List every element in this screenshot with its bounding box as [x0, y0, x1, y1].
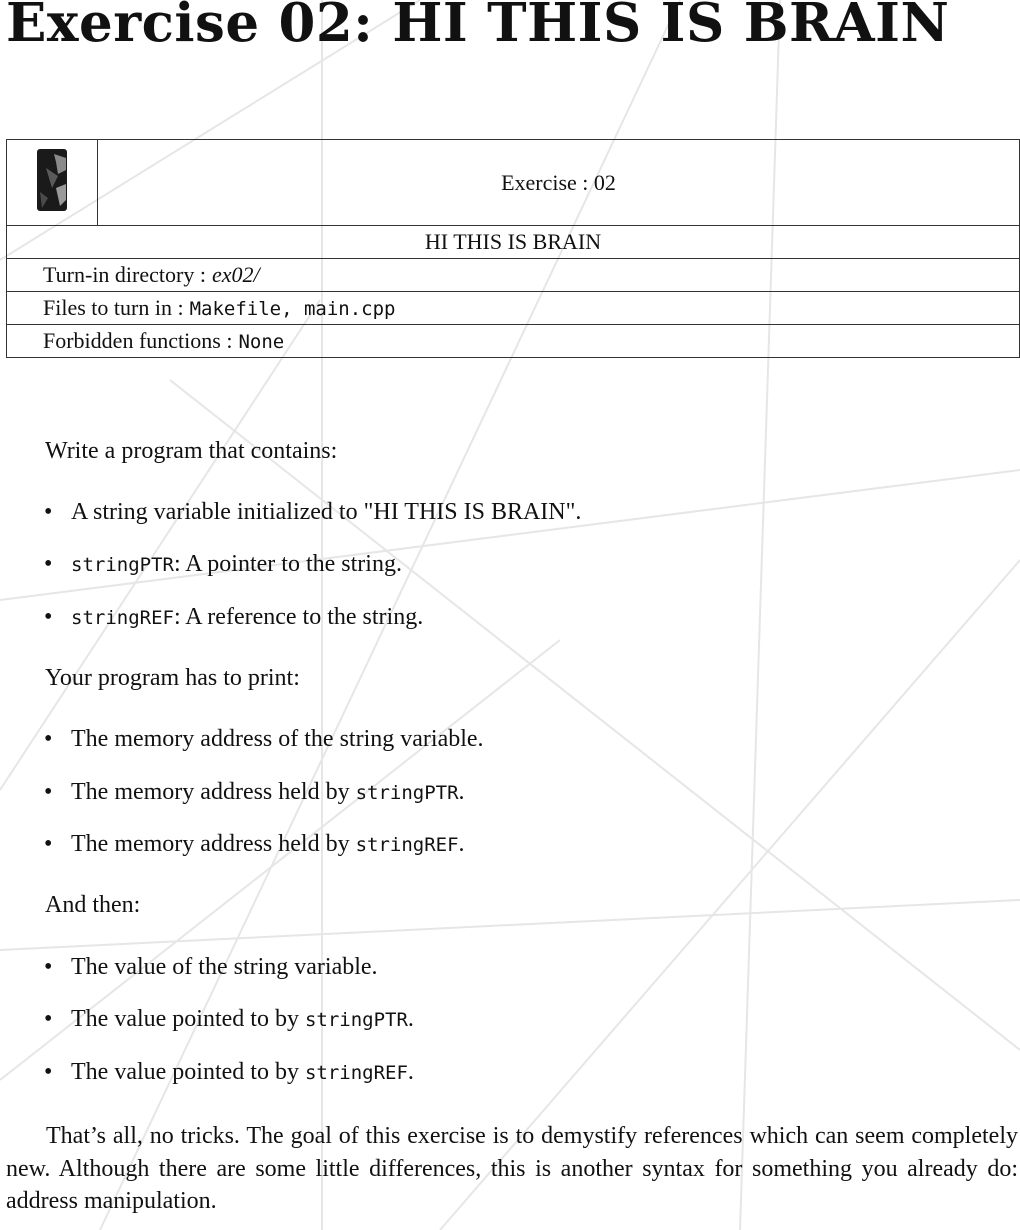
exercise-number: Exercise : 02 [98, 140, 1020, 226]
exercise-header-table [6, 139, 1020, 358]
page-title: Exercise 02: HI THIS IS BRAIN [6, 0, 950, 54]
then-paragraph: And then: [45, 892, 141, 918]
intro-paragraph: Write a program that contains: [45, 438, 338, 464]
list-item: • The memory address of the string variable. [44, 726, 484, 752]
forbidden-label: Forbidden functions : [43, 328, 233, 353]
list-item: • The value pointed to by stringREF. [44, 1059, 414, 1085]
list-item: • The value pointed to by stringPTR. [44, 1006, 414, 1032]
forbidden-value: None [238, 331, 285, 353]
files-value: Makefile, main.cpp [189, 298, 396, 320]
exercise-name: HI THIS IS BRAIN [7, 226, 1020, 259]
turn-in-value: ex02/ [211, 262, 260, 287]
forbidden-functions-row [7, 325, 1020, 358]
logo-cell [7, 140, 98, 226]
list-item: • The memory address held by stringREF. [44, 831, 465, 857]
turn-in-directory-row [7, 259, 1020, 292]
school-logo-icon [36, 148, 68, 212]
list-item: • The value of the string variable. [44, 954, 378, 980]
list-item: • The memory address held by stringPTR. [44, 779, 465, 805]
turn-in-label: Turn-in directory : [43, 262, 206, 287]
files-label: Files to turn in : [43, 295, 184, 320]
files-to-turn-in-row [7, 292, 1020, 325]
list-item: • A string variable initialized to "HI THIS IS BRAIN". [44, 499, 582, 525]
closing-paragraph: That’s all, no tricks. The goal of this exercise is to demystify references which can seem completely new. Although there are some little differences, this is another syntax for something you already do: address manipulation. [6, 1123, 1018, 1214]
list-item: • stringREF: A reference to the string. [44, 604, 424, 630]
print-paragraph: Your program has to print: [45, 665, 300, 691]
list-item: • stringPTR: A pointer to the string. [44, 551, 402, 577]
